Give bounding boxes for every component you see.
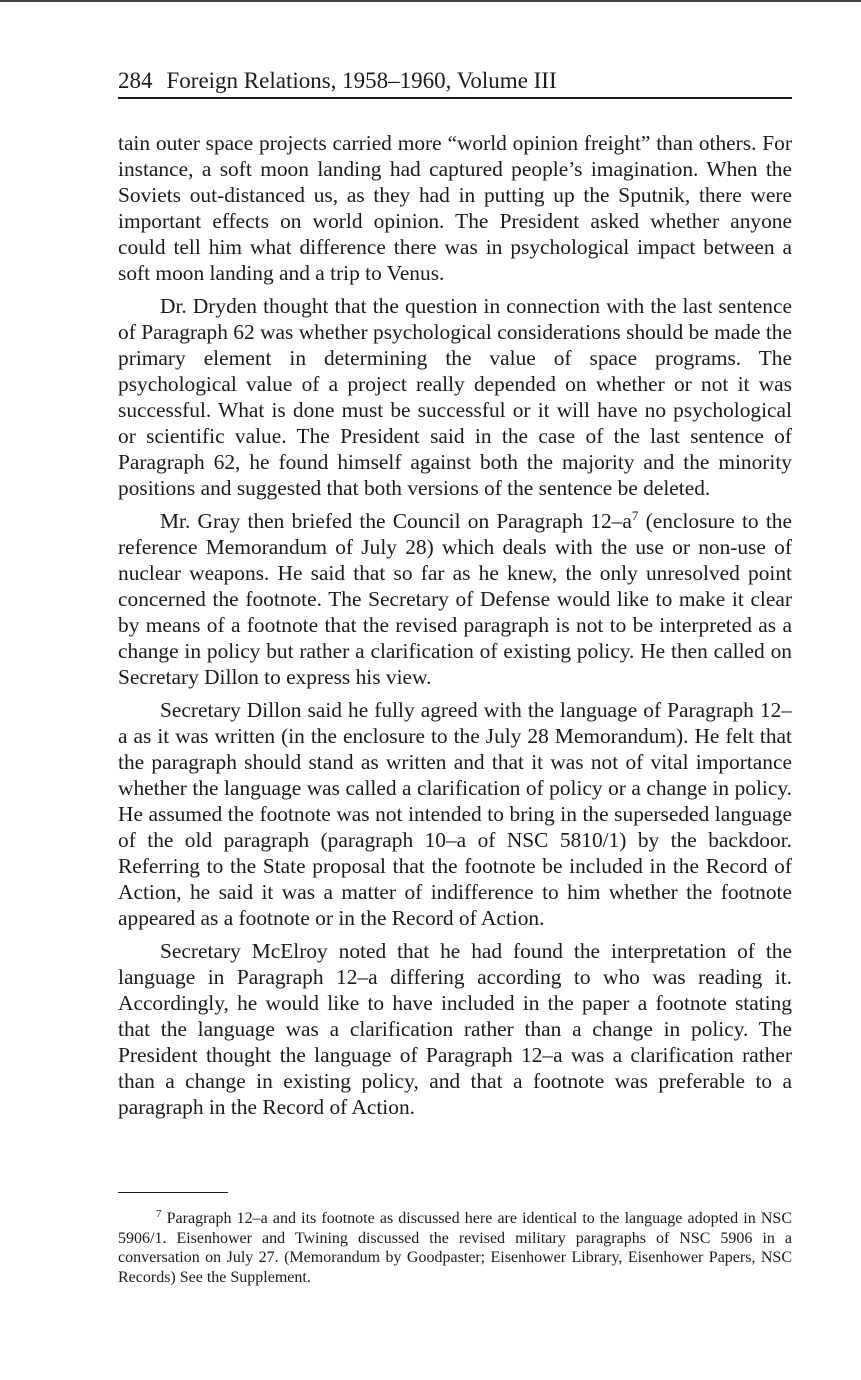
paragraph-text: Mr. Gray then briefed the Council on Paragraph 12–a [160, 509, 632, 533]
footnote-rule [118, 1192, 228, 1193]
footnote-text: Paragraph 12–a and its footnote as discussed here are identical to the language adopted in NSC 5906/1. Eisenhower and Twining discussed the revised military paragraphs of NSC 5906 in a conversation on July 27. (Memorandum by Goodpaster; Eisenhower Library, Eisenhower Papers, NSC Records) See the Supplement. [118, 1210, 792, 1286]
footnote-reference[interactable]: 7 [631, 508, 639, 523]
body-text [118, 130, 792, 1127]
paragraph: Secretary Dillon said he fully agreed with the language of Paragraph 12–a as it was written (in the enclosure to the July 28 Memorandum). He felt that the paragraph should stand as written and that it was not of vital importance whether the language was called a clarification of policy or a change in policy. He assumed the footnote was not intended to bring in the superseded language of the old paragraph (paragraph 10–a of NSC 5810/1) by the backdoor. Referring to the State proposal that the footnote be included in the Record of Action, he said it was a matter of indifference to him whether the footnote appeared as a footnote or in the Record of Action. [118, 698, 792, 930]
running-header [118, 66, 792, 96]
paragraph-text: (enclosure to the reference Memorandum of July 28) which deals with the use or non-use of nuclear weapons. He said that so far as he knew, the only unresolved point concerned the footnote. The Secretary of Defense would like to make it clear by means of a footnote that the revised paragraph is not to be interpreted as a change in policy but rather a clarification of existing policy. He then called on Secretary Dillon to express his view. [118, 509, 792, 689]
footnote-number: 7 [156, 1208, 162, 1220]
paragraph [118, 508, 792, 690]
paragraph: Dr. Dryden thought that the question in connection with the last sentence of Paragraph 62 was whether psychological considerations should be made the primary element in determining the value of space programs. The psychological value of a project really depended on whether or not it was successful. What is done must be successful or it will have no psychological or scientific value. The President said in the case of the last sentence of Paragraph 62, he found himself against both the majority and the minority positions and suggested that both versions of the sentence be deleted. [118, 294, 792, 500]
paragraph: tain outer space projects carried more “world opinion freight” than others. For instance, a soft moon landing had captured people’s imagination. When the Soviets out-distanced us, as they had in putting up the Sputnik, there were important effects on world opinion. The President asked whether anyone could tell him what difference there was in psychological impact between a soft moon landing and a trip to Venus. [118, 131, 792, 285]
footnote [118, 1209, 792, 1287]
running-title: Foreign Relations, 1958–1960, Volume III [166, 68, 557, 93]
paragraph: Secretary McElroy noted that he had found the interpretation of the language in Paragraph 12–a differing according to who was reading it. Accordingly, he would like to have included in the paper a footnote stating that the language was a clarification rather than a change in policy. The President thought the language of Paragraph 12–a was a clarification rather than a change in existing policy, and that a footnote was preferable to a paragraph in the Record of Action. [118, 939, 792, 1119]
page-number: 284 [118, 68, 153, 93]
page-top-edge [0, 0, 861, 2]
header-rule [118, 97, 792, 99]
